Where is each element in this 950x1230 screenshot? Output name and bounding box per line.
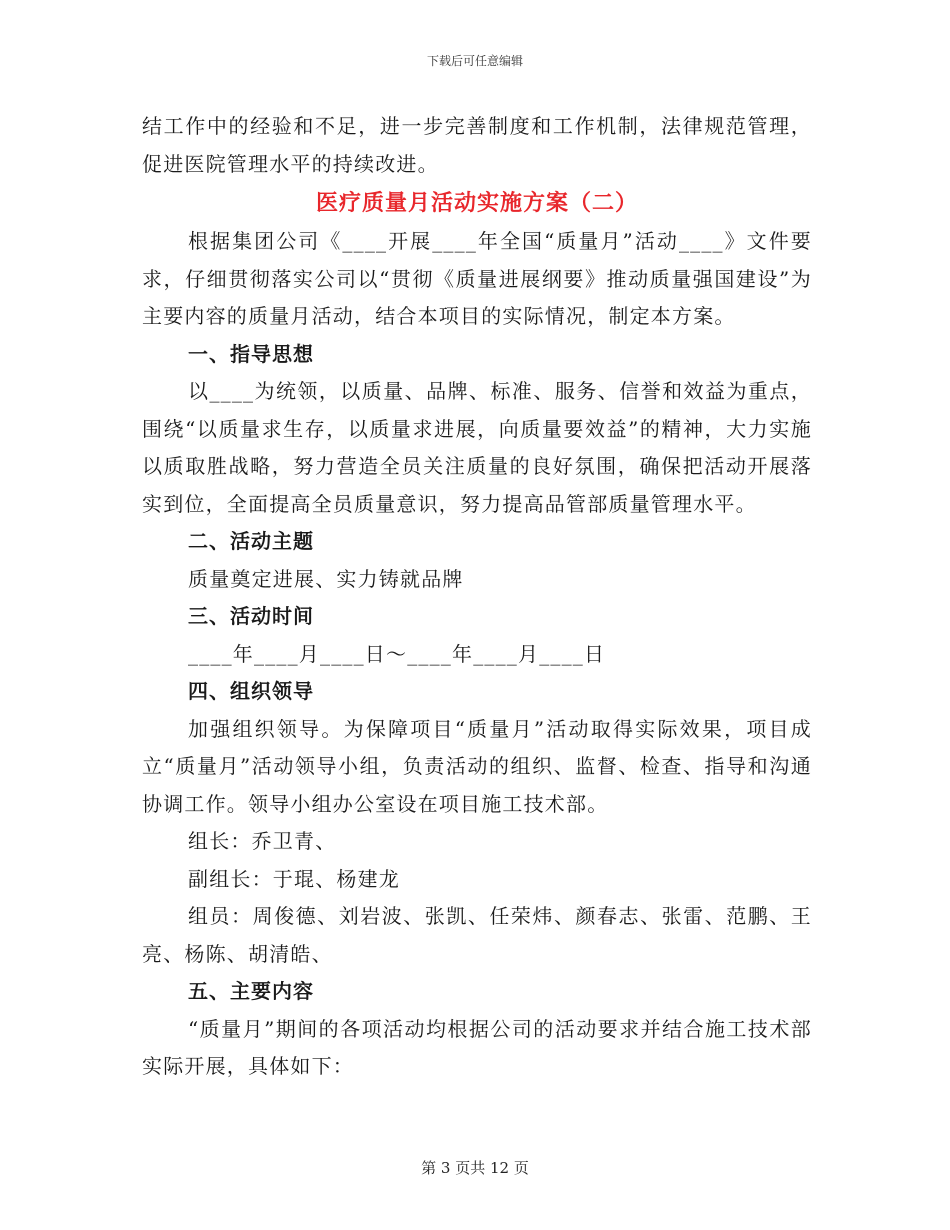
- section-body-main-content: “质量月”期间的各项活动均根据公司的活动要求并结合施工技术部实际开展，具体如下：: [142, 1016, 812, 1078]
- section-heading-organization: 四、组织领导: [188, 679, 314, 703]
- document-title: 医疗质量月活动实施方案（二）: [315, 190, 638, 216]
- section-body-guiding-ideology: 以____为统领，以质量、品牌、标准、服务、信誉和效益为重点，围绕“以质量求生存，以质量求进展，向质量要效益”的精神，大力实施以质取胜战略，努力营造全员关注质量的良好氛围，确保把活动开展落实到位，全面提高全员质量意识，努力提高品管部质量管理水平。: [142, 379, 812, 516]
- team-members: 组员：周俊德、刘岩波、张凯、任荣炜、颜春志、张雷、范鹏、王亮、杨陈、胡清皓、: [142, 904, 812, 966]
- section-heading-theme: 二、活动主题: [188, 529, 314, 553]
- team-leader: 组长：乔卫青、: [188, 829, 337, 853]
- section-heading-guiding-ideology: 一、指导思想: [188, 341, 314, 366]
- section-body-time: ____年____月____日～____年____月____日: [188, 641, 606, 666]
- header-note: 下载后可任意编辑: [426, 54, 523, 68]
- page-footer: 第 3 页共 12 页: [421, 1159, 529, 1177]
- section-body-organization: 加强组织领导。为保障项目“质量月”活动取得实际效果，项目成立“质量月”活动领导小组，负责活动的组织、监督、检查、指导和沟通协调工作。领导小组办公室设在项目施工技术部。: [142, 716, 812, 816]
- team-deputy: 副组长：于琨、杨建龙: [188, 866, 400, 891]
- intro-paragraph: 根据集团公司《____开展____年全国“质量月”活动____》文件要求，仔细贯彻落实公司以“贯彻《质量进展纲要》推动质量强国建设”为主要内容的质量月活动，结合本项目的实际情况，制定本方案。: [142, 229, 812, 328]
- section-body-theme: 质量奠定进展、实力铸就品牌: [188, 566, 464, 591]
- section-heading-time: 三、活动时间: [188, 604, 314, 628]
- section-heading-main-content: 五、主要内容: [188, 979, 314, 1003]
- lead-paragraph: 结工作中的经验和不足，进一步完善制度和工作机制，法律规范管理，促进医院管理水平的持续改进。: [142, 114, 812, 176]
- document-body: [142, 108, 812, 1086]
